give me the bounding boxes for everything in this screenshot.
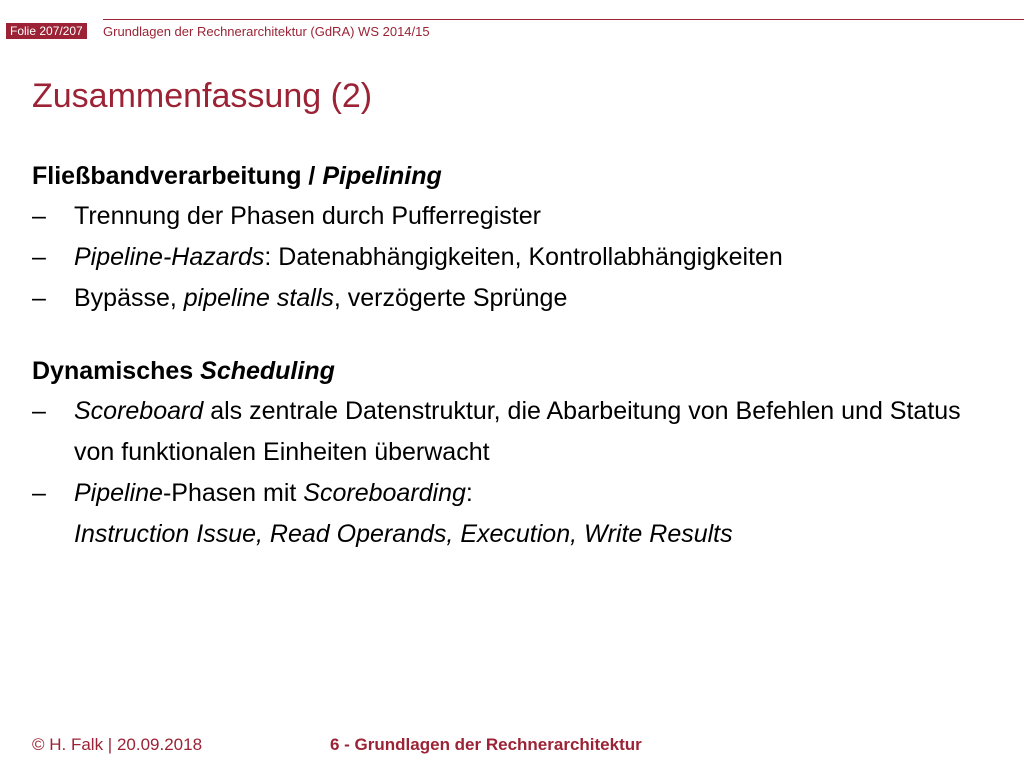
bullet-item: – Pipeline-Phasen mit Scoreboarding: Instruction Issue, Read Operands, Execution, Write Results <box>32 473 992 555</box>
bullet-item: – Bypässe, pipeline stalls, verzögerte Sprünge <box>32 278 992 319</box>
bullet-dash: – <box>32 284 46 312</box>
section-pipelining <box>32 158 992 319</box>
header-divider <box>103 19 1024 20</box>
bullet-dash: – <box>32 479 46 507</box>
footer-course-title: 6 - Grundlagen der Rechnerarchitektur <box>330 735 642 754</box>
bullet-dash: – <box>32 243 46 271</box>
bullet-dash: – <box>32 202 46 230</box>
bullet-item: – Trennung der Phasen durch Pufferregister <box>32 196 992 237</box>
course-header-title: Grundlagen der Rechnerarchitektur (GdRA) WS 2014/15 <box>103 24 430 39</box>
bullet-item: – Pipeline-Hazards: Datenabhängigkeiten, Kontrollabhängigkeiten <box>32 237 992 278</box>
slide-number-badge: Folie 207/207 <box>6 23 87 39</box>
section-scheduling <box>32 353 992 555</box>
section-heading: Dynamisches Scheduling <box>32 357 335 385</box>
bullet-dash: – <box>32 397 46 425</box>
section-heading: Fließbandverarbeitung / Pipelining <box>32 162 442 190</box>
bullet-item: – Scoreboard als zentrale Datenstruktur, die Abarbeitung von Befehlen und Status von funktionalen Einheiten überwacht <box>32 391 992 473</box>
footer-author-date: © H. Falk | 20.09.2018 <box>32 735 203 754</box>
slide-content <box>32 158 992 555</box>
slide-header <box>0 0 1024 42</box>
slide-title: Zusammenfassung (2) <box>32 77 373 115</box>
